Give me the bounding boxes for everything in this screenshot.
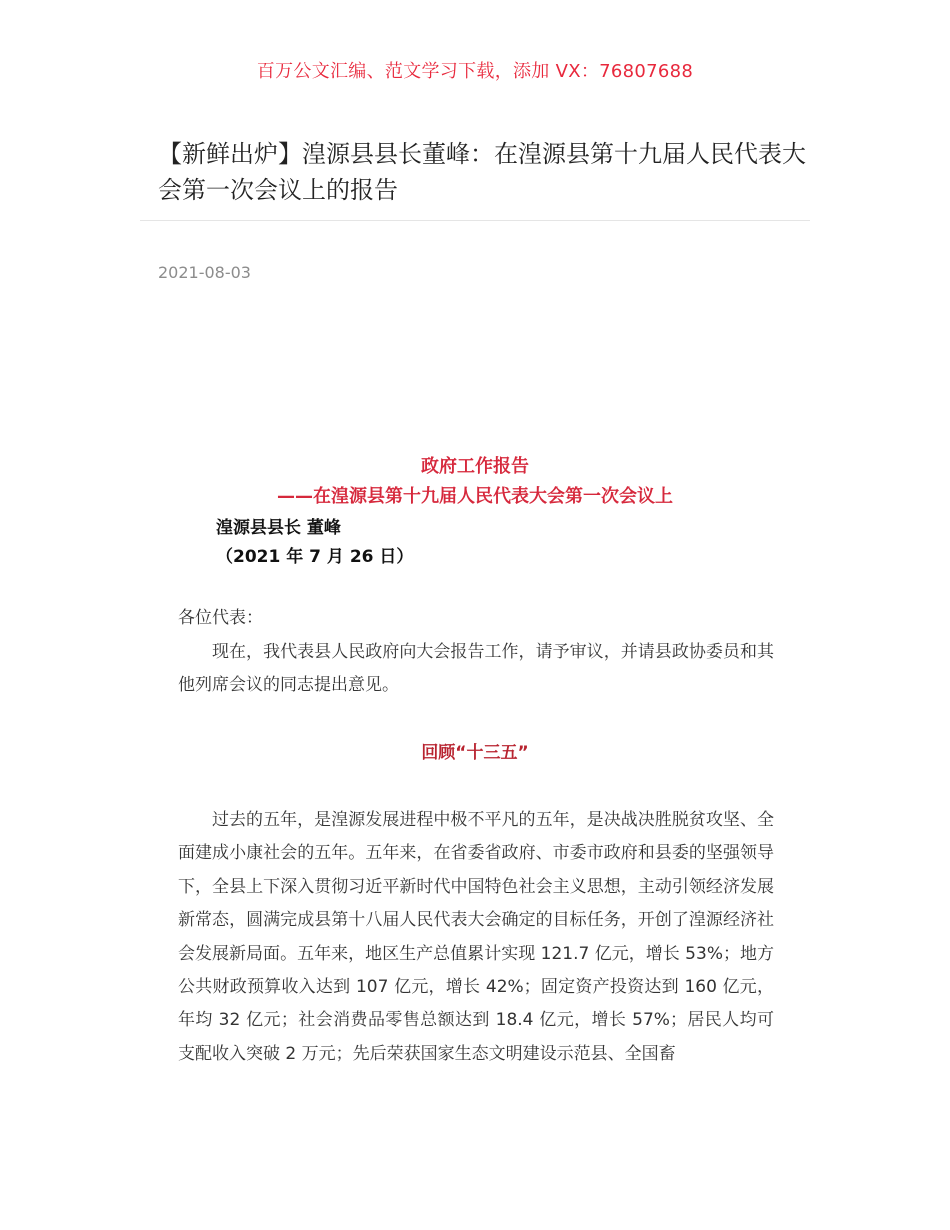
publish-date: 2021-08-03 <box>158 263 251 282</box>
speaker-name: 湟源县县长 董峰 <box>216 518 341 538</box>
review-paragraph: 过去的五年，是湟源发展进程中极不平凡的五年，是决战决胜脱贫攻坚、全面建成小康社会的五年。五年来，在省委省政府、市委市政府和县委的坚强领导下，全县上下深入贯彻习近平新时代中国特色社会主义思想，主动引领经济发展新常态，圆满完成县第十八届人民代表大会确定的目标任务，开创了湟源经济社会发展新局面。五年来，地区生产总值累计实现 121.7 亿元，增长 53%；地方公共财政预算收入达到 107 亿元，增长 42%；固定资产投资达到 160 亿元，年均 32 亿元；社会消费品零售总额达到 18.4 亿元，增长 57%；居民人均可支配收入突破 2 万元；先后荣获国家生态文明建设示范县、全国畜 <box>178 810 774 1064</box>
promo-banner: 百万公文汇编、范文学习下载，添加 VX：76807688 <box>256 61 694 82</box>
intro-paragraph: 现在，我代表县人民政府向大会报告工作，请予审议，并请县政协委员和其他列席会议的同志提出意见。 <box>178 642 774 696</box>
section-heading: 回顾“十三五” <box>421 743 529 763</box>
salutation: 各位代表： <box>178 608 263 628</box>
title-divider <box>140 220 810 221</box>
report-heading: 政府工作报告 <box>421 456 529 477</box>
report-subheading: ——在湟源县第十九届人民代表大会第一次会议上 <box>277 486 673 507</box>
speech-date: （2021 年 7 月 26 日） <box>216 547 414 567</box>
article-title: 【新鲜出炉】湟源县县长董峰：在湟源县第十九届人民代表大会第一次会议上的报告 <box>158 140 806 204</box>
